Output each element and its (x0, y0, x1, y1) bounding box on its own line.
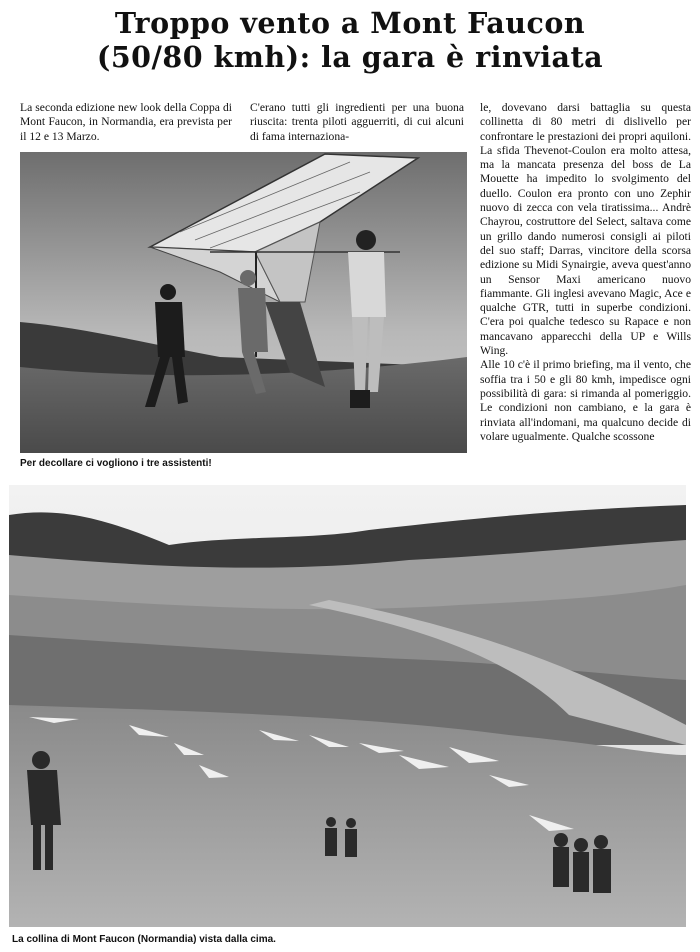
photo-mont-faucon-hill (9, 485, 686, 927)
photo-caption: Per decollare ci vogliono i tre assistenti! (20, 458, 212, 469)
paragraph: C'erano tutti gli ingredienti per una buona riuscita: trenta piloti agguerriti, di cui alcuni di fama internaziona- (250, 101, 464, 143)
text-column-3 (480, 101, 691, 444)
title-line-1: Troppo vento a Mont Faucon (114, 6, 586, 40)
text-column-2 (250, 101, 464, 144)
paragraph: Alle 10 c'è il primo briefing, ma il vento, che soffia tra i 50 e gli 80 kmh, impedisce ogni possibilità di gara: si rimanda al pomeriggio. Le condizioni non cambiano, e la gara è rinviata all'indomani, ma qualcuno decide di volare ugualmente. Qualche scossone (480, 358, 691, 443)
paragraph: La seconda edizione new look della Coppa di Mont Faucon, in Normandia, era prevista per il 12 e 13 Marzo. (20, 101, 232, 143)
paragraph: le, dovevano darsi battaglia su questa collinetta di 80 metri di dislivello per confrontare le prestazioni dei propri aquiloni. La sfida Thevenot-Coulon era molto attesa, ma la mancata presenza del boss de La Mouette ha impedito lo svolgimento del duello. Coulon era pronto con uno Zephir nuovo di zecca con vela tiratissima... Andrè Chayrou, costruttore del Select, saltava come un grillo dando numerosi consigli ai piloti del suo staff; Darras, vincitore della scorsa edizione su Midi Synairgie, aveva quest'anno un Sensor Maxi americano nuovo fiammante. Gli inglesi avevano Magic, Ace e qualche GTR, tutti in superbe condizioni. C'era poi qualche tedesco su Rapace e non mancavano apparecchi della UP e Wills Wing. (480, 101, 691, 358)
photo-caption: La collina di Mont Faucon (Normandia) vista dalla cima. (12, 934, 276, 945)
text-column-1 (20, 101, 232, 144)
article-title (0, 6, 700, 74)
title-line-2: (50/80 kmh): la gara è rinviata (96, 40, 604, 74)
photo-hang-glider-takeoff (20, 152, 467, 453)
